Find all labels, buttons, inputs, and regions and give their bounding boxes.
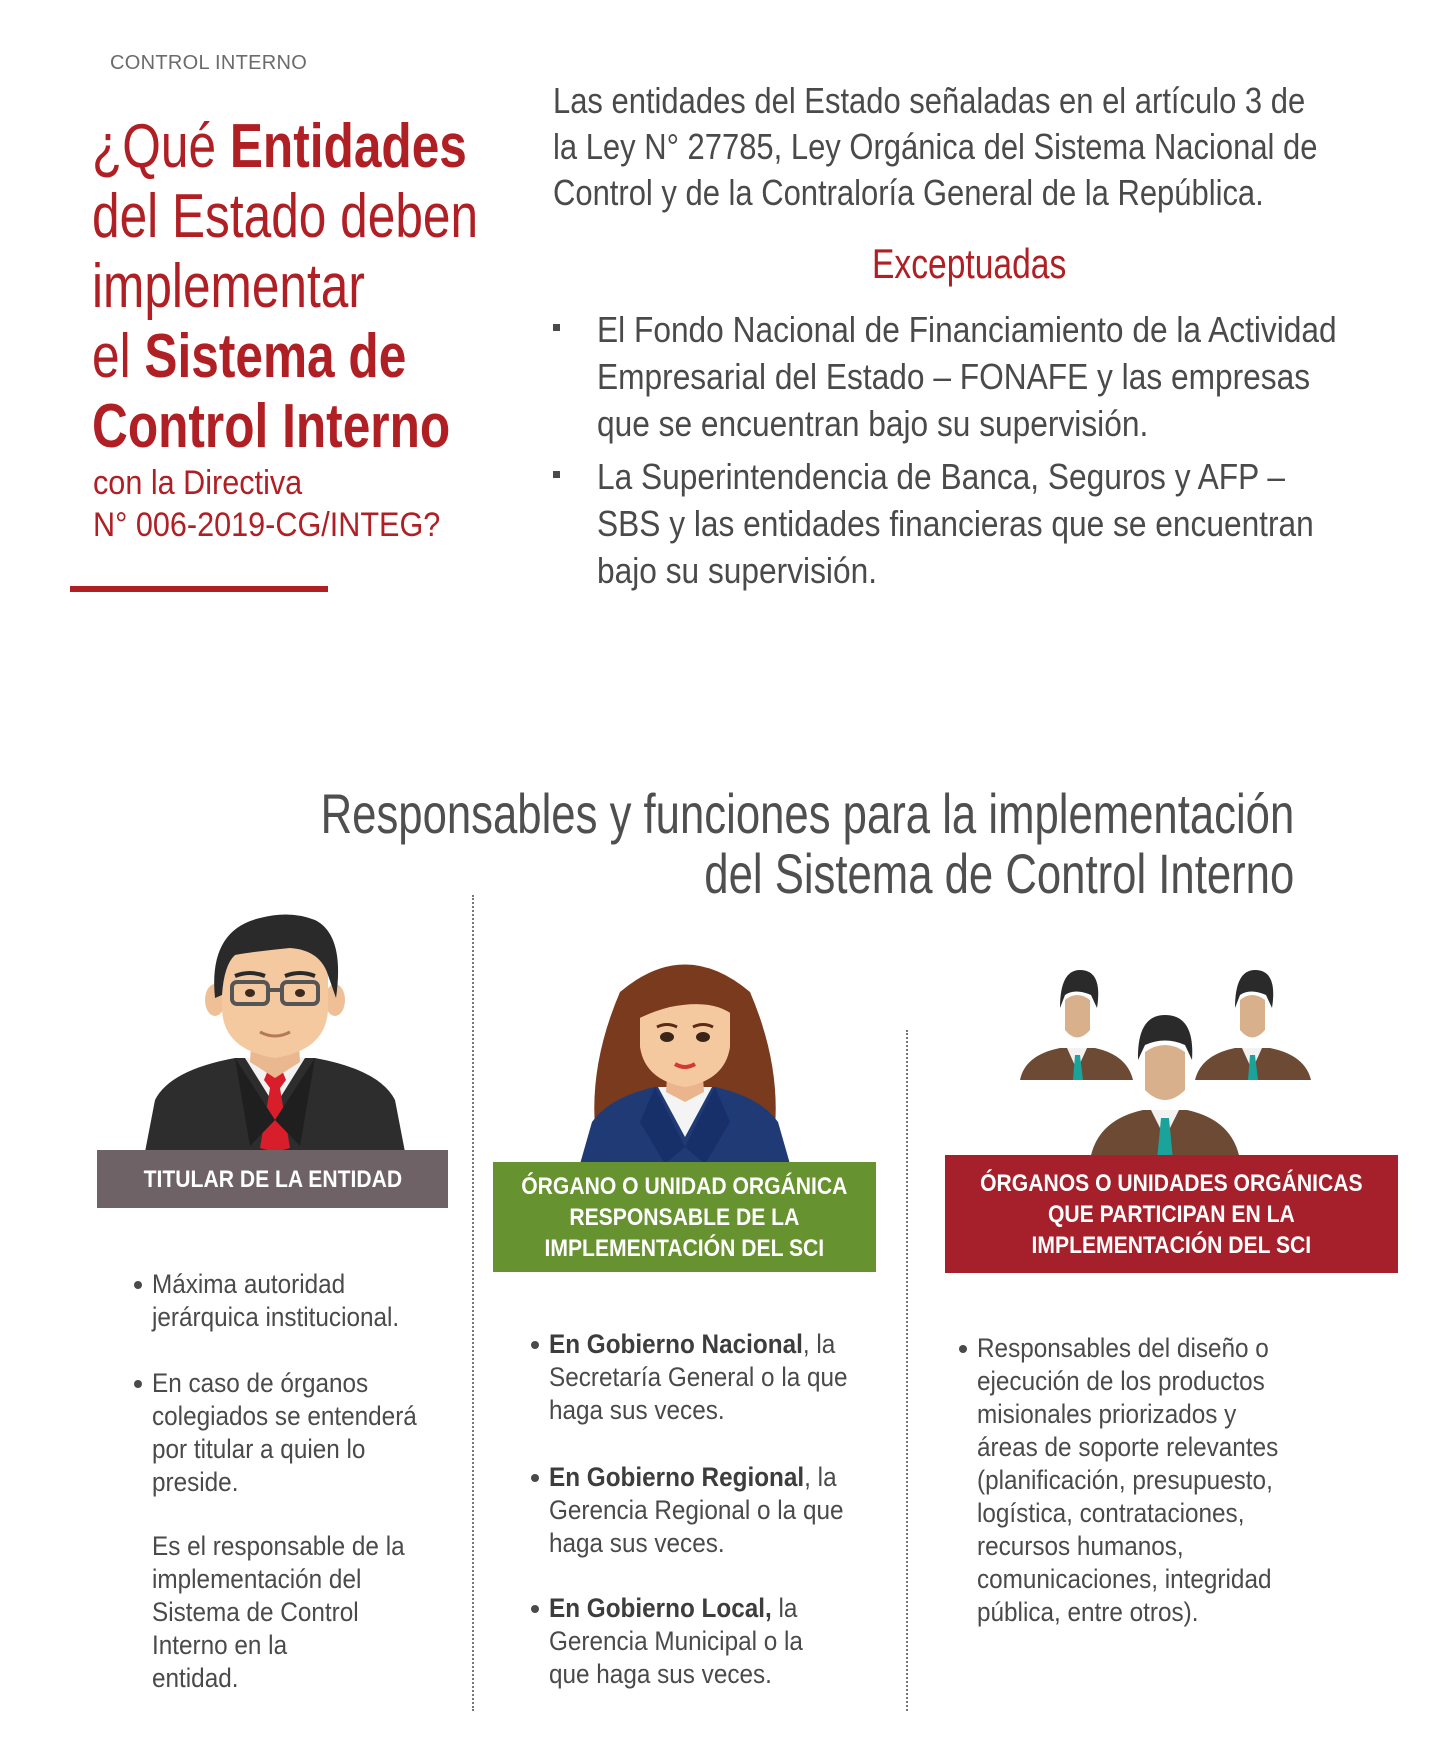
- titular-header: [97, 1150, 448, 1208]
- square-bullet-icon: [553, 471, 560, 478]
- title-line-2: [92, 182, 478, 252]
- organos-line: áreas de soporte relevantes: [977, 1432, 1279, 1462]
- titular-line: Sistema de Control: [152, 1597, 359, 1627]
- title-word-control-interno: Control Interno: [92, 392, 451, 461]
- organos-line: Responsables del diseño o: [977, 1333, 1269, 1363]
- exception-line: La Superintendencia de Banca, Seguros y AFP –: [597, 456, 1286, 497]
- titular-line: Interno en la: [152, 1630, 288, 1660]
- organo-line: haga sus veces.: [549, 1395, 725, 1425]
- bullet-dot-icon: [134, 1380, 142, 1388]
- organo-header-line: RESPONSABLE DE LA: [569, 1203, 800, 1231]
- titular-line: preside.: [152, 1467, 239, 1497]
- organo-rest: , la: [804, 1462, 837, 1492]
- subtitle-line-1: con la Directiva: [93, 464, 303, 502]
- title-word-entidades: Entidades: [229, 112, 467, 181]
- intro-line: la Ley N° 27785, Ley Orgánica del Sistema Nacional de: [553, 126, 1318, 167]
- organo-line: Gerencia Regional o la que: [549, 1495, 844, 1525]
- organo-line: haga sus veces.: [549, 1528, 725, 1558]
- red-divider: [70, 586, 328, 592]
- title-line-4: [92, 322, 478, 392]
- titular-line: En caso de órganos: [152, 1368, 369, 1398]
- responsables-title-line: Responsables y funciones para la implementación: [320, 782, 1294, 845]
- column-divider: [472, 895, 474, 1711]
- organos-line: (planificación, presupuesto,: [977, 1465, 1273, 1495]
- organo-header: [493, 1162, 876, 1272]
- organos-line: ejecución de los productos: [977, 1366, 1265, 1396]
- organo-bullet: [527, 1592, 831, 1691]
- question-subtitle: [93, 462, 479, 546]
- organos-header-line: QUE PARTICIPAN EN LA: [1048, 1200, 1295, 1228]
- title-word-el: el: [92, 322, 145, 391]
- subtitle-line-2: N° 006-2019-CG/INTEG?: [93, 506, 441, 544]
- organos-line: comunicaciones, integridad: [977, 1564, 1272, 1594]
- exception-line: bajo su supervisión.: [597, 550, 878, 591]
- group-of-three-men-icon: [1015, 960, 1315, 1160]
- exception-line: El Fondo Nacional de Financiamiento de la Actividad: [597, 309, 1337, 350]
- organo-bullet: [527, 1328, 881, 1427]
- titular-line: Máxima autoridad: [152, 1269, 346, 1299]
- titular-bullet: [130, 1367, 446, 1499]
- title-word-sistema: Sistema de: [144, 322, 407, 391]
- organo-line: que haga sus veces.: [549, 1659, 772, 1689]
- section-kicker: CONTROL INTERNO: [110, 52, 308, 74]
- organos-bullet: [955, 1332, 1312, 1629]
- organo-bullet: [527, 1461, 876, 1560]
- title-text-implementar: implementar: [92, 252, 365, 321]
- organo-rest: , la: [802, 1329, 836, 1359]
- organo-bold: En Gobierno Nacional: [549, 1329, 803, 1359]
- organo-header-line: IMPLEMENTACIÓN DEL SCI: [544, 1234, 825, 1262]
- man-in-suit-icon: [140, 910, 410, 1152]
- intro-line: Control y de la Contraloría General de la República.: [553, 172, 1264, 213]
- titular-paragraph: [130, 1530, 433, 1695]
- organos-header-label: [980, 1168, 1363, 1261]
- bullet-dot-icon: [531, 1605, 539, 1613]
- intro-paragraph: [553, 78, 1433, 216]
- organo-line: Secretaría General o la que: [549, 1362, 848, 1392]
- title-line-3: [92, 252, 478, 322]
- responsables-title-line: del Sistema de Control Interno: [703, 842, 1294, 905]
- titular-line: implementación del: [152, 1564, 362, 1594]
- title-word-que: ¿Qué: [92, 112, 230, 181]
- titular-line: Es el responsable de la: [152, 1531, 405, 1561]
- column-divider: [906, 1030, 908, 1711]
- title-line-1: [92, 112, 478, 182]
- bullet-dot-icon: [531, 1474, 539, 1482]
- titular-bullet: [130, 1268, 427, 1334]
- organo-bold: En Gobierno Local,: [549, 1593, 772, 1623]
- responsables-title: [46, 784, 1294, 904]
- titular-line: colegiados se entenderá: [152, 1401, 417, 1431]
- organos-line: logística, contrataciones,: [977, 1498, 1245, 1528]
- organos-line: recursos humanos,: [977, 1531, 1184, 1561]
- organos-header-line: ÓRGANOS O UNIDADES ORGÁNICAS: [980, 1169, 1363, 1197]
- title-line-5: [92, 392, 478, 462]
- title-text-estado: del Estado deben: [92, 182, 479, 251]
- organos-line: misionales priorizados y: [977, 1399, 1237, 1429]
- square-bullet-icon: [553, 324, 560, 331]
- intro-line: Las entidades del Estado señaladas en el artículo 3 de: [553, 80, 1306, 121]
- organo-rest: la: [771, 1593, 798, 1623]
- organos-header-line: IMPLEMENTACIÓN DEL SCI: [1031, 1231, 1312, 1259]
- exception-line: Empresarial del Estado – FONAFE y las empresas: [597, 356, 1311, 397]
- titular-header-label: TITULAR DE LA ENTIDAD: [143, 1165, 402, 1193]
- organo-line: [549, 1461, 843, 1494]
- organo-line: Gerencia Municipal o la: [549, 1626, 803, 1656]
- bullet-dot-icon: [531, 1341, 539, 1349]
- organos-header: [945, 1155, 1398, 1273]
- organos-line: pública, entre otros).: [977, 1597, 1199, 1627]
- organo-bold: En Gobierno Regional: [549, 1462, 805, 1492]
- organo-header-line: ÓRGANO O UNIDAD ORGÁNICA: [521, 1172, 848, 1200]
- titular-line: por titular a quien lo: [152, 1434, 366, 1464]
- bullet-dot-icon: [959, 1345, 967, 1353]
- exception-line: que se encuentran bajo su supervisión.: [597, 403, 1149, 444]
- question-title: [92, 112, 575, 462]
- titular-line: jerárquica institucional.: [152, 1302, 400, 1332]
- woman-in-suit-icon: [570, 952, 800, 1164]
- organo-header-label: [521, 1171, 847, 1264]
- organo-line: [549, 1328, 848, 1361]
- exceptions-heading: Exceptuadas: [872, 240, 1067, 287]
- exception-line: SBS y las entidades financieras que se encuentran: [597, 503, 1314, 544]
- titular-line: entidad.: [152, 1663, 239, 1693]
- organo-line: [549, 1592, 803, 1625]
- bullet-dot-icon: [134, 1281, 142, 1289]
